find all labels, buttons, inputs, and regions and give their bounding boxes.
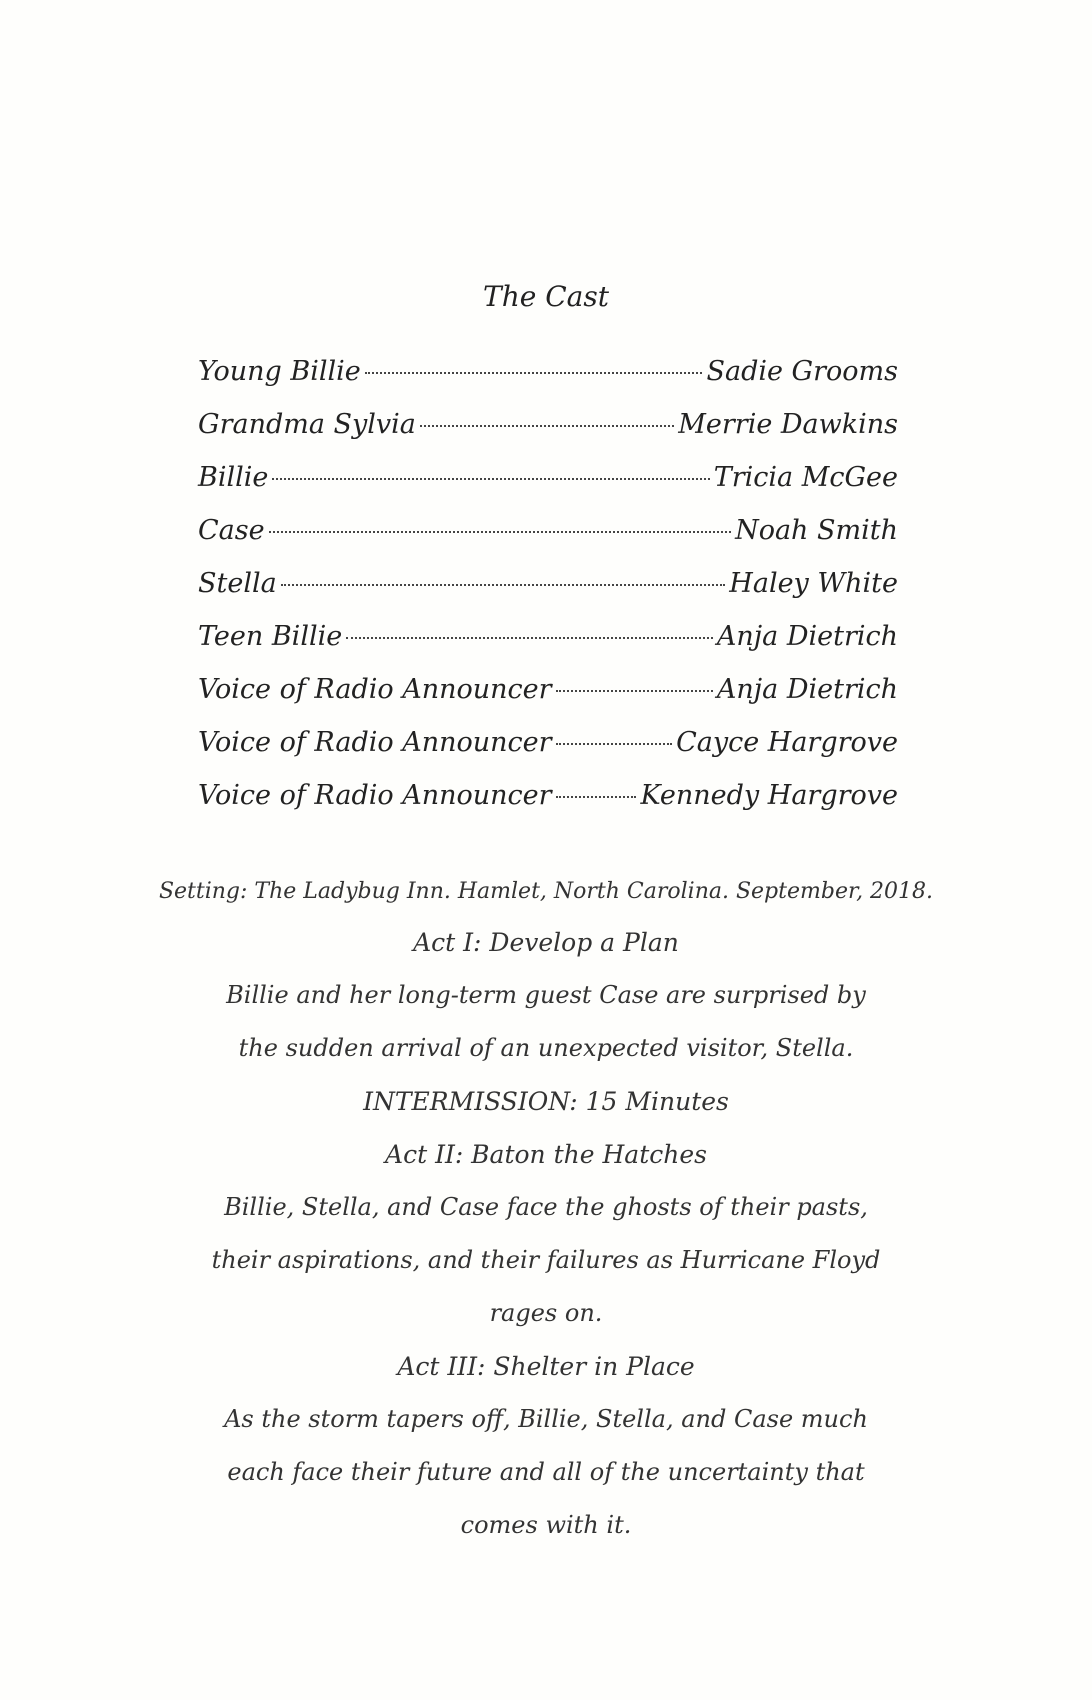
dot-leader	[556, 690, 713, 692]
cast-role: Voice of Radio Announcer	[198, 780, 552, 811]
cast-actor: Noah Smith	[735, 515, 898, 546]
cast-role: Teen Billie	[198, 621, 343, 652]
dot-leader	[420, 425, 674, 427]
cast-role: Grandma Sylvia	[198, 409, 416, 440]
dot-leader	[272, 478, 709, 480]
cast-actor: Anja Dietrich	[716, 674, 898, 705]
cast-row	[198, 621, 898, 674]
cast-row	[198, 515, 898, 568]
cast-actor: Haley White	[729, 568, 898, 599]
cast-actor: Merrie Dawkins	[678, 409, 898, 440]
cast-list	[198, 356, 898, 833]
act1-description: Billie and her long-term guest Case are surprised by the sudden arrival of an unexpected visitor, Stella.	[226, 981, 866, 1062]
page-title: The Cast	[483, 280, 609, 313]
dot-leader	[556, 743, 673, 745]
cast-row	[198, 409, 898, 462]
act3-description: As the storm tapers off, Billie, Stella, and Case much each face their future and all of the uncertainty that comes with it.	[224, 1405, 868, 1539]
cast-role: Voice of Radio Announcer	[198, 674, 552, 705]
cast-row	[198, 780, 898, 833]
cast-row	[198, 674, 898, 727]
cast-actor: Sadie Grooms	[706, 356, 898, 387]
cast-row	[198, 568, 898, 621]
dot-leader	[556, 796, 637, 798]
cast-role: Stella	[198, 568, 277, 599]
cast-row	[198, 356, 898, 409]
cast-actor: Anja Dietrich	[716, 621, 898, 652]
dot-leader	[281, 584, 726, 586]
cast-row	[198, 727, 898, 780]
cast-role: Case	[198, 515, 265, 546]
cast-actor: Cayce Hargrove	[676, 727, 898, 758]
dot-leader	[346, 637, 713, 639]
setting-line: Setting: The Ladybug Inn. Hamlet, North Carolina. September, 2018.	[158, 879, 934, 904]
cast-actor: Tricia McGee	[713, 462, 898, 493]
act2-title: Act II: Baton the Hatches	[385, 1140, 707, 1169]
synopsis	[150, 868, 942, 1552]
cast-actor: Kennedy Hargrove	[640, 780, 898, 811]
cast-role: Voice of Radio Announcer	[198, 727, 552, 758]
act3-title: Act III: Shelter in Place	[397, 1352, 695, 1381]
dot-leader	[365, 372, 703, 374]
intermission: INTERMISSION: 15 Minutes	[363, 1087, 729, 1116]
act2-description: Billie, Stella, and Case face the ghosts of their pasts, their aspirations, and their failures as Hurricane Floyd rages on.	[211, 1193, 881, 1327]
cast-role: Billie	[198, 462, 269, 493]
cast-row	[198, 462, 898, 515]
cast-role: Young Billie	[198, 356, 361, 387]
dot-leader	[269, 531, 731, 533]
act1-title: Act I: Develop a Plan	[413, 928, 679, 957]
